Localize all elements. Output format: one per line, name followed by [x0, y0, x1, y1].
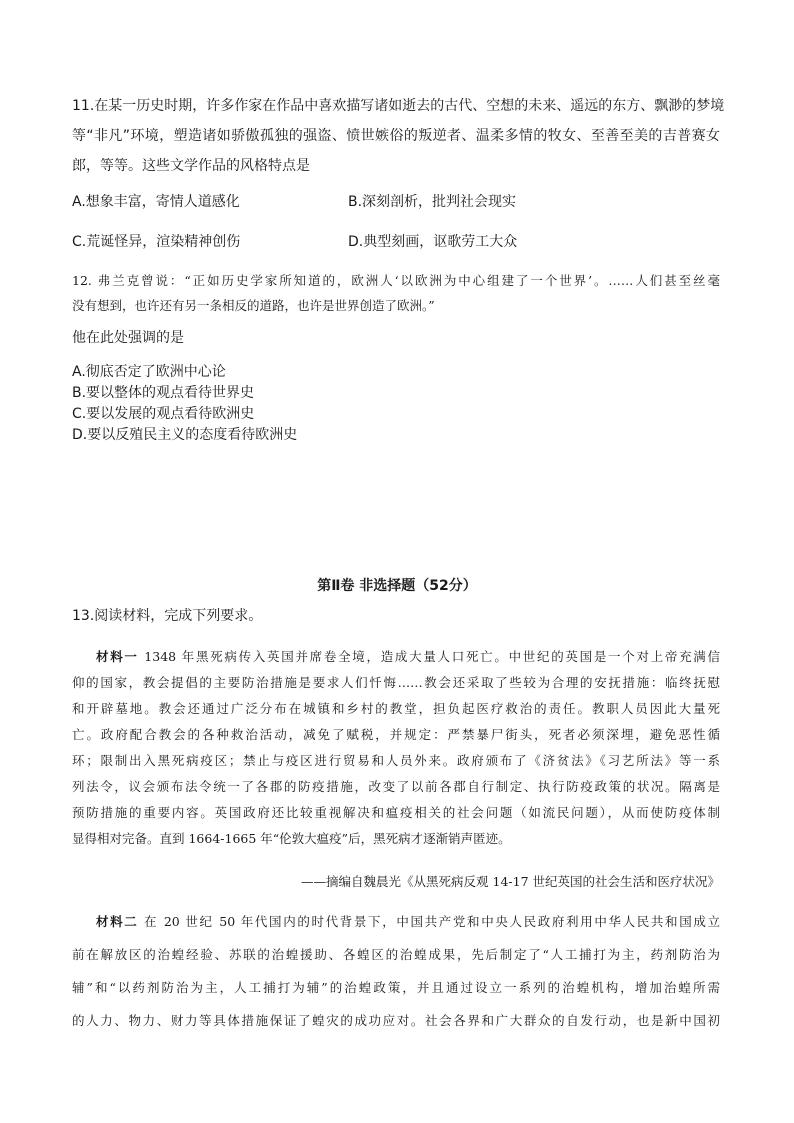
- section-2-title: 第Ⅱ卷 非选择题（52分）: [317, 578, 477, 594]
- material-1-source: ——摘编自魏晨光《从黑死病反观 14-17 世纪英国的社会生活和医疗状况》: [301, 874, 720, 889]
- material-1-label: 材料一: [96, 649, 139, 664]
- q11-stem-line-3: 郎，等等。这些文学作品的风格特点是: [72, 158, 310, 174]
- q11-option-d: D.典型刻画，讴歌劳工大众: [348, 234, 518, 250]
- q12-option-b: B.要以整体的观点看待世界史: [72, 385, 255, 401]
- material-1-line-1: 材料一 1348 年黑死病传入英国并席卷全境，造成大量人口死亡。中世纪的英国是一个对上帝充满信: [96, 649, 720, 664]
- material-2-line-3: 辅”和“以药剂防治为主，人工捕打为辅”的治蝗政策，并且通过设立一系列的治蝗机构，增加治蝗所需: [72, 980, 720, 995]
- q13-stem: 13.阅读材料，完成下列要求。: [72, 608, 263, 624]
- q11-option-c: C.荒诞怪异，渲染精神创伤: [72, 234, 241, 250]
- q12-option-d: D.要以反殖民主义的态度看待欧洲史: [72, 427, 298, 443]
- material-1-line-4: 亡。政府配合教会的各种救治活动，减免了赋税，并规定：严禁暴尸街头，死者必须深埋，避免恶性循: [72, 727, 720, 742]
- material-1-line-3: 和开辟墓地。教会还通过广泛分布在城镇和乡村的教堂，担负起医疗救治的责任。教职人员因此大量死: [72, 701, 720, 716]
- q12-quote-line-1: 12. 弗兰克曾说：“正如历史学家所知道的，欧洲人‘以欧洲为中心组建了一个世界’。……人们甚至丝毫: [72, 273, 720, 288]
- material-1-line-8: 显得相对完备。直到 1664-1665 年“伦敦大瘟疫”后，黑死病才逐渐销声匿迹。: [72, 831, 511, 846]
- q11-option-a: A.想象丰富，寄情人道感化: [72, 194, 240, 210]
- q12-option-a: A.彻底否定了欧洲中心论: [72, 364, 226, 380]
- material-2-line-4: 的人力、物力、财力等具体措施保证了蝗灾的成功应对。社会各界和广大群众的自发行动，也是新中国初: [72, 1013, 720, 1028]
- material-1-line-5: 环；限制出入黑死病疫区；禁止与疫区进行贸易和人员外来。政府颁布了《济贫法》《习艺所法》等一系: [72, 753, 720, 768]
- q12-quote-line-2: 没有想到，也许还有另一条相反的道路，也许是世界创造了欧洲。”: [72, 298, 435, 313]
- q12-option-c: C.要以发展的观点看待欧洲史: [72, 406, 255, 422]
- material-1-line-7: 预防措施的重要内容。英国政府还比较重视解决和瘟疫相关的社会问题（如流民问题），从而使防疫体制: [72, 805, 720, 820]
- q12-prompt: 他在此处强调的是: [72, 330, 184, 346]
- q11-option-b: B.深刻剖析，批判社会现实: [348, 194, 517, 210]
- material-2-line-1: 材料二 在 20 世纪 50 年代国内的时代背景下，中国共产党和中央人民政府利用中华人民共和国成立: [96, 914, 720, 929]
- q11-stem-line-1: 11.在某一历史时期，许多作家在作品中喜欢描写诸如逝去的古代、空想的未来、遥远的东方、飘渺的梦境: [72, 98, 725, 114]
- material-1-line-6: 列法令，议会颁布法令统一了各郡的防疫措施，改变了以前各郡自行制定、执行防疫政策的状况。隔离是: [72, 779, 720, 794]
- q11-stem-line-2: 等“非凡”环境，塑造诸如骄傲孤独的强盗、愤世嫉俗的叛逆者、温柔多情的牧女、至善至美的吉普赛女: [72, 128, 720, 144]
- material-2-label: 材料二: [96, 914, 139, 929]
- material-2-line-2: 前在解放区的治蝗经验、苏联的治蝗援助、各蝗区的治蝗成果，先后制定了“人工捕打为主，药剂防治为: [72, 947, 720, 962]
- material-1-line-2: 仰的国家，教会提倡的主要防治措施是要求人们忏悔……教会还采取了些较为合理的安抚措施：临终抚慰: [72, 675, 720, 690]
